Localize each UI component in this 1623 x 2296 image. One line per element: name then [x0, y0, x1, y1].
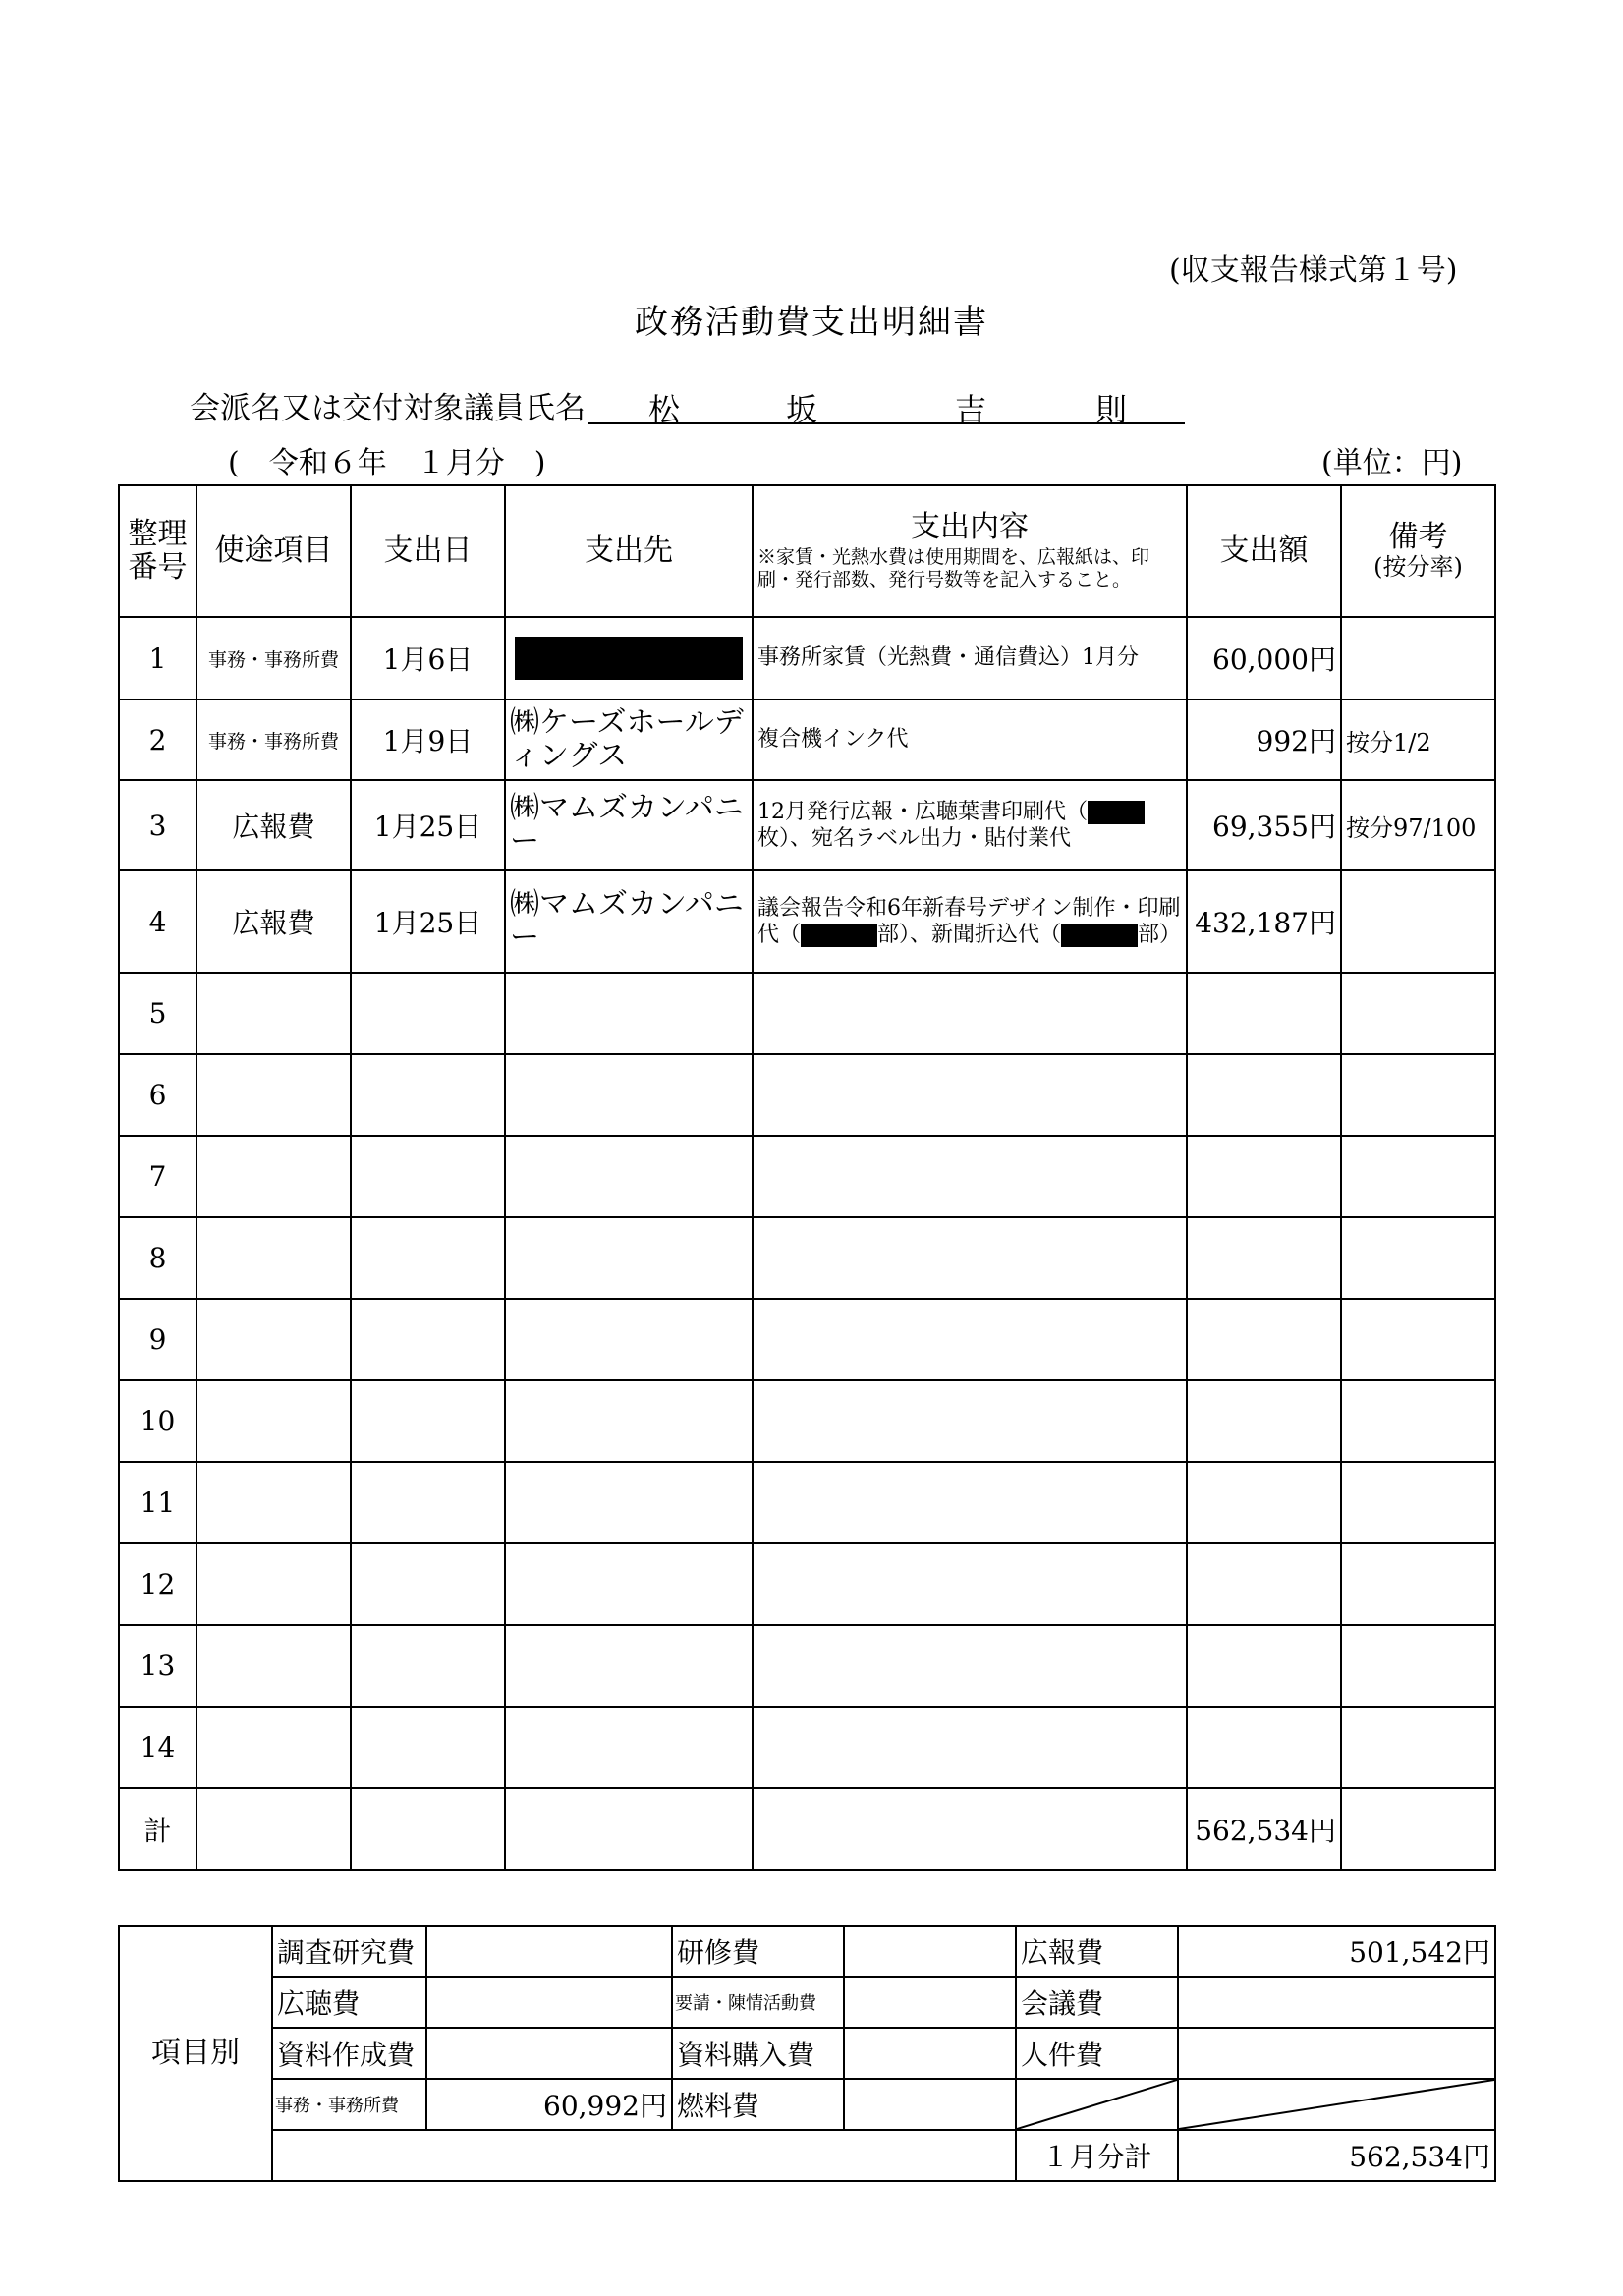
row-purpose [196, 1707, 351, 1788]
row-no: 10 [119, 1380, 196, 1462]
row-remark [1341, 1543, 1495, 1625]
table-row [119, 1543, 1495, 1625]
header-content-note: ※家賃・光熱水費は使用期間を、広報紙は、印刷・発行部数、発行号数等を記入すること。 [757, 546, 1150, 591]
row-content [753, 1707, 1187, 1788]
row-purpose: 事務・事務所費 [196, 617, 351, 700]
label-month-total: １月分計 [1016, 2130, 1178, 2181]
value-fuel [844, 2079, 1016, 2130]
row-remark [1341, 1462, 1495, 1543]
table-row [119, 973, 1495, 1054]
row-amount [1187, 1299, 1341, 1380]
member-name-char: 松 [648, 391, 681, 428]
diagonal-line [1179, 2080, 1494, 2129]
row-content [753, 1543, 1187, 1625]
value-petition [844, 1977, 1016, 2028]
document-title: 政務活動費支出明細書 [635, 303, 988, 342]
row-content [753, 780, 1187, 870]
row-date: 1月9日 [351, 700, 505, 780]
row-purpose: 広報費 [196, 780, 351, 870]
row-remark [1341, 1136, 1495, 1217]
total-label: 計 [119, 1788, 196, 1870]
row-amount [1187, 1054, 1341, 1136]
row-payee [505, 1299, 753, 1380]
row-date [351, 1380, 505, 1462]
header-purpose: 使途項目 [196, 485, 351, 617]
faction-label: 会派名又は交付対象議員氏名 [190, 391, 586, 426]
row-no: 5 [119, 973, 196, 1054]
row-purpose [196, 1543, 351, 1625]
blank-cell [272, 2130, 1016, 2181]
label-meeting: 会議費 [1016, 1977, 1178, 2028]
value-pr: 501,542円 [1178, 1926, 1495, 1977]
table-row [119, 870, 1495, 973]
label-personnel: 人件費 [1016, 2028, 1178, 2079]
table-row [119, 1625, 1495, 1707]
header-remark-sub: (按分率) [1373, 553, 1463, 582]
row-date: 1月6日 [351, 617, 505, 700]
value-training [844, 1926, 1016, 1977]
label-materials-making: 資料作成費 [272, 2028, 426, 2079]
row-amount [1187, 973, 1341, 1054]
row-payee [505, 973, 753, 1054]
label-office: 事務・事務所費 [272, 2079, 426, 2130]
row-date [351, 1543, 505, 1625]
row-date [351, 1054, 505, 1136]
row-payee [505, 1625, 753, 1707]
row-date [351, 1462, 505, 1543]
row-no: 12 [119, 1543, 196, 1625]
header-remark [1341, 485, 1495, 617]
row-purpose: 広報費 [196, 870, 351, 973]
row-payee [505, 1462, 753, 1543]
total-row [119, 1788, 1495, 1870]
row-remark: 按分97/100 [1341, 780, 1495, 870]
header-no: 整理番号 [119, 485, 196, 617]
row-date [351, 1217, 505, 1299]
row-payee: ㈱ケーズホールディングス [505, 700, 753, 780]
diagonal-cell [1178, 2079, 1495, 2130]
row-no: 6 [119, 1054, 196, 1136]
member-name-char: 則 [1095, 391, 1128, 428]
header-row [119, 485, 1495, 617]
row-amount [1187, 1543, 1341, 1625]
content-part: 部）、新聞折込代（ [877, 923, 1062, 947]
total-purpose [196, 1788, 351, 1870]
member-name-char: 坂 [786, 391, 818, 428]
value-month-total: 562,534円 [1178, 2130, 1495, 2181]
total-amount: 562,534円 [1187, 1788, 1341, 1870]
header-remark-label: 備考 [1388, 519, 1448, 554]
row-amount: 992円 [1187, 700, 1341, 780]
row-content [753, 1625, 1187, 1707]
row-remark [1341, 1299, 1495, 1380]
redaction-block [515, 637, 743, 680]
label-materials-purchase: 資料購入費 [672, 2028, 844, 2079]
row-payee [505, 1707, 753, 1788]
row-payee [505, 1543, 753, 1625]
value-office: 60,992円 [426, 2079, 672, 2130]
row-payee: ㈱マムズカンパニー [505, 870, 753, 973]
row-no: 4 [119, 870, 196, 973]
row-date [351, 1299, 505, 1380]
row-content [753, 973, 1187, 1054]
redaction-block [801, 924, 877, 947]
row-remark [1341, 617, 1495, 700]
row-date [351, 973, 505, 1054]
content-part: 部） [1138, 923, 1182, 947]
row-content [753, 870, 1187, 973]
row-date [351, 1625, 505, 1707]
row-purpose [196, 973, 351, 1054]
period: ( 令和６年 １月分 ) [228, 446, 546, 480]
row-no: 13 [119, 1625, 196, 1707]
form-number: (収支報告様式第１号) [1169, 253, 1458, 288]
category-summary-table [118, 1925, 1496, 2182]
row-remark [1341, 1380, 1495, 1462]
row-content: 複合機インク代 [753, 700, 1187, 780]
row-payee [505, 1380, 753, 1462]
row-date: 1月25日 [351, 870, 505, 973]
value-materials-purchase [844, 2028, 1016, 2079]
row-no: 2 [119, 700, 196, 780]
row-remark [1341, 870, 1495, 973]
row-no: 3 [119, 780, 196, 870]
row-payee: ㈱マムズカンパニー [505, 780, 753, 870]
row-no: 11 [119, 1462, 196, 1543]
row-no: 9 [119, 1299, 196, 1380]
label-training: 研修費 [672, 1926, 844, 1977]
row-amount: 60,000円 [1187, 617, 1341, 700]
row-purpose [196, 1299, 351, 1380]
header-content-label: 支出内容 [911, 509, 1029, 544]
row-no: 1 [119, 617, 196, 700]
unit-label: (単位：円) [1321, 446, 1463, 480]
row-amount [1187, 1462, 1341, 1543]
diagonal-line [1017, 2080, 1177, 2129]
table-row [119, 1136, 1495, 1217]
header-amount: 支出額 [1187, 485, 1341, 617]
row-purpose [196, 1462, 351, 1543]
row-content [753, 1462, 1187, 1543]
row-content [753, 1054, 1187, 1136]
total-date [351, 1788, 505, 1870]
row-no: 8 [119, 1217, 196, 1299]
label-research: 調査研究費 [272, 1926, 426, 1977]
content-part: 枚）、宛名ラベル出力・貼付業代 [757, 826, 1072, 851]
redaction-block [1088, 801, 1145, 824]
value-materials-making [426, 2028, 672, 2079]
row-no: 14 [119, 1707, 196, 1788]
row-remark [1341, 1707, 1495, 1788]
row-content [753, 1136, 1187, 1217]
header-content [753, 485, 1187, 617]
content-part: 12月発行広報・広聴葉書印刷代（ [757, 799, 1088, 824]
content-part: 議会報告令和6年新春号デザイン制作・印刷代（ [757, 895, 1181, 947]
expense-table [118, 484, 1496, 1871]
table-row [119, 617, 1495, 700]
label-pr: 広報費 [1016, 1926, 1178, 1977]
row-no: 7 [119, 1136, 196, 1217]
row-remark [1341, 1625, 1495, 1707]
row-purpose [196, 1380, 351, 1462]
row-content [753, 1380, 1187, 1462]
value-research [426, 1926, 672, 1977]
row-purpose: 事務・事務所費 [196, 700, 351, 780]
row-amount [1187, 1707, 1341, 1788]
table-row [119, 1707, 1495, 1788]
label-petition: 要請・陳情活動費 [672, 1977, 844, 2028]
label-fuel: 燃料費 [672, 2079, 844, 2130]
total-remark [1341, 1788, 1495, 1870]
row-purpose [196, 1217, 351, 1299]
member-name-char: 吉 [955, 391, 987, 428]
row-content [753, 1299, 1187, 1380]
label-hearing: 広聴費 [272, 1977, 426, 2028]
table-row [119, 1299, 1495, 1380]
row-remark [1341, 1054, 1495, 1136]
row-purpose [196, 1625, 351, 1707]
row-purpose [196, 1054, 351, 1136]
row-amount [1187, 1217, 1341, 1299]
row-remark [1341, 973, 1495, 1054]
redaction-block [1061, 924, 1138, 947]
row-amount: 69,355円 [1187, 780, 1341, 870]
total-content [753, 1788, 1187, 1870]
diagonal-cell [1016, 2079, 1178, 2130]
row-remark [1341, 1217, 1495, 1299]
row-payee [505, 1217, 753, 1299]
value-personnel [1178, 2028, 1495, 2079]
row-date: 1月25日 [351, 780, 505, 870]
row-date [351, 1136, 505, 1217]
total-payee [505, 1788, 753, 1870]
table-row [119, 1380, 1495, 1462]
row-payee [505, 1054, 753, 1136]
row-date [351, 1707, 505, 1788]
table-row [119, 1462, 1495, 1543]
row-amount [1187, 1380, 1341, 1462]
row-content: 事務所家賃（光熱費・通信費込）1月分 [753, 617, 1187, 700]
table-row [119, 780, 1495, 870]
table-row [119, 1054, 1495, 1136]
header-date: 支出日 [351, 485, 505, 617]
row-payee [505, 617, 753, 700]
row-payee [505, 1136, 753, 1217]
table-row [119, 700, 1495, 780]
row-remark: 按分1/2 [1341, 700, 1495, 780]
row-amount [1187, 1136, 1341, 1217]
row-content [753, 1217, 1187, 1299]
row-amount [1187, 1625, 1341, 1707]
value-hearing [426, 1977, 672, 2028]
category-label: 項目別 [119, 1926, 272, 2181]
row-purpose [196, 1136, 351, 1217]
header-payee: 支出先 [505, 485, 753, 617]
value-meeting [1178, 1977, 1495, 2028]
table-row [119, 1217, 1495, 1299]
row-amount: 432,187円 [1187, 870, 1341, 973]
